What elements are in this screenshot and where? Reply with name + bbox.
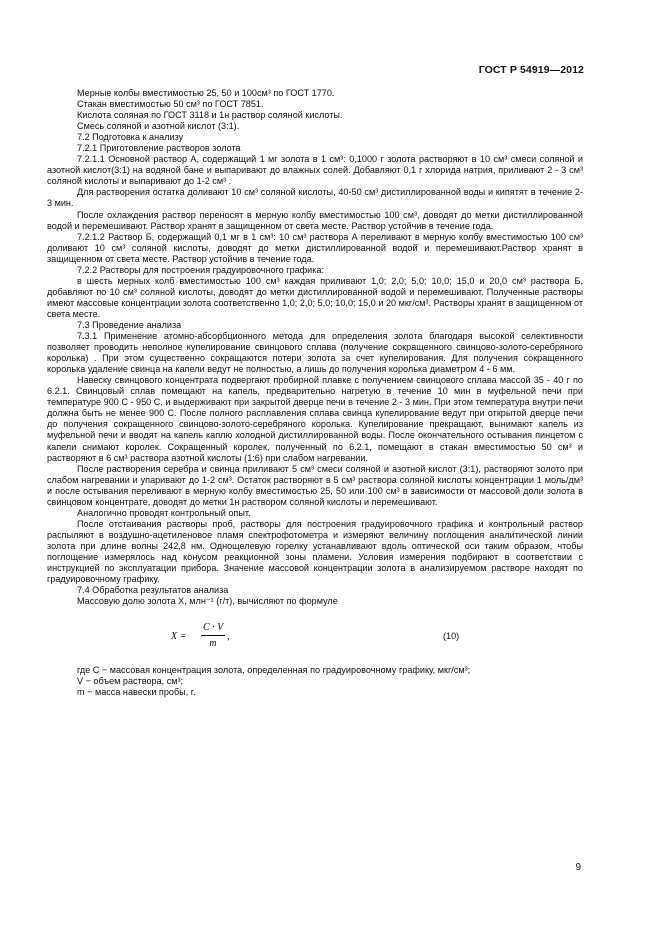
paragraph: в шесть мерных колб вместимостью 100 см³ каждая приливают 1,0; 2,0; 5,0; 10,0; 15,0 и 20,0 см³ раствора Б, добавляют по 10 см³ соляной кислоты, доводят до метки дистиллированной водой и перемешивают. Полученные растворы имеют массовые концентрации золота соответственно 1,0; 2,0; 5,0; 10,0; 15,0 и 20 мкг/см³. Растворы хранят в защищенном от света месте. — [47, 275, 583, 319]
section-heading: 7.4 Обработка результатов анализа — [77, 585, 229, 596]
page-content — [47, 88, 583, 698]
section-heading: 7.2.2 Растворы для построения градуировочного графика: — [77, 264, 325, 275]
paragraph: Массовую долю золота X, млн⁻¹ (г/т), вычисляют по формуле — [77, 596, 338, 607]
formula-comma: , — [227, 631, 230, 643]
text-line: Стакан вместимостью 50 см³ по ГОСТ 7851. — [77, 99, 264, 110]
formula-block — [47, 617, 583, 663]
page-number: 9 — [575, 862, 581, 873]
fraction-bar — [201, 635, 225, 636]
section-heading: 7.2.1 Приготовление растворов золота — [77, 143, 241, 154]
paragraph: Навеску свинцового концентрата подвергают пробирной плавке с получением свинцового сплава массой 35 - 40 г по 6.2.1. Свинцовый сплав помещают на капель, предварительно нагретую в течение 10 мин в муфельной печи при температуре 900 С - 950 С, и выдерживают при закрытой дверце печи в течение 2 - 3 мин. При этом температура внутри печи должна быть не менее 900 С. После полного расплавления сплава свинца купелирование ведут при открытой дверце печи до получения сокращенного свинцово-золото-серебряного королька. Купелирование прекращают, вынимают капель из муфельной печи и вводят на капель каплю холодной дистиллированной воды. После окончательного остывания пинцетом с капели снимают королек. Сокращенный королек, полученный по 6.2.1, помещают в стакан вместимостью 50 см³ и растворяют в 6 см³ раствора азотной кислоты (1:6) при слабом нагревании. — [47, 375, 583, 463]
paragraph: 7.3.1 Применение атомно-абсорбционного метода для определения золота благодаря высокой селективности позволяет проводить неполное купелирование свинцового сплава (получение сокращенного свинцово-золото-серебряного королька) . При этом существенно сокращаются потери золота за счет купелирования. Для получения сокращенного королька удаление свинца на капели ведут не полностью, а лишь до получения королька диаметром 4 - 6 мм. — [47, 331, 583, 375]
paragraph: 7.2.1.1 Основной раствор А, содержащий 1 мг золота в 1 см³: 0,1000 г золота растворяют в 10 см³ смеси соляной и азотной кислот(3:1) на водяной бане и выпаривают до влажных солей. Добавляют 0,1 г хлорида натрия, приливают 2 - 3 см³ соляной кислоты и выпаривают до 1-2 см³ . — [47, 154, 583, 187]
paragraph: После охлаждения раствор переносят в мерную колбу вместимостью 100 см³, доводят до метки дистиллированной водой и перемешивают. Раствор хранят в защищенном от света месте. Раствор устойчив в течение года. — [47, 209, 583, 231]
paragraph: После отстаивания растворы проб, растворы для построения градуировочного графика и контрольный раствор распыляют в воздушно-ацетиленовое пламя спектрофотометра и измеряют величину поглощения аналитической линии золота при длине волны 242,8 нм. Однощелевую горелку устанавливают вдоль оптической оси таким образом, чтобы поглощение измерялось над конусом реакционной зоны пламени. Условия измерения подбирают в соответствии с инструкцией по эксплуатации прибора. Значение массовой концентрации золота в анализируемом растворе находят по градуировочному графику. — [47, 518, 583, 585]
text-line: Кислота соляная по ГОСТ 3118 и 1н раствор соляной кислоты. — [77, 110, 343, 121]
text-line: Смесь соляной и азотной кислот (3:1). — [77, 121, 240, 132]
text-line: Мерные колбы вместимостью 25, 50 и 100см³ по ГОСТ 1770. — [77, 88, 335, 98]
paragraph: 7.2.1.2 Раствор Б, содержащий 0,1 мг в 1 см³: 10 см³ раствора А переливают в мерную колбу вместимостью 100 см³ доливают 10 см³ соляной кислоты, доводят до метки дистиллированной водой и перемешивают.Раствор хранят в защищенном от света месте. Раствор устойчив в течение года. — [47, 231, 583, 264]
paragraph: Аналогично проводят контрольный опыт. — [77, 507, 251, 518]
definition-line: m − масса навески пробы, г. — [77, 687, 196, 698]
paragraph: Для растворения остатка доливают 10 см³ соляной кислоты, 40-50 см³ дистиллированной воды и кипятят в течение 2- 3 мин. — [47, 187, 583, 209]
standard-header: ГОСТ Р 54919—2012 — [478, 64, 584, 76]
section-heading: 7.3 Проведение анализа — [77, 319, 182, 330]
formula-denominator: m — [209, 638, 217, 650]
definition-line: V − объем раствора, см³; — [77, 676, 184, 687]
formula-number: (10) — [443, 631, 460, 642]
formula-numerator: C · V — [203, 622, 224, 634]
formula-lhs: X = — [171, 631, 187, 643]
paragraph: После растворения серебра и свинца приливают 5 см³ смеси соляной и азотной кислот (3:1), растворяют золото при слабом нагревании и упаривают до 1-2 см³. Остаток растворяют в 5 см³ раствора соляной кислоты концентрации 1 моль/дм³ и после остывания переливают в мерную колбу вместимостью 25, 50 или 100 см³ в зависимости от массовой доли золота в свинцовом концентрате, доводят до метки 1н раствором соляной кислоты и перемешивают. — [47, 463, 583, 507]
definition-line: где C − массовая концентрация золота, определенная по градуировочному графику, мкг/см³; — [77, 665, 471, 676]
section-heading: 7.2 Подготовка к анализу — [77, 132, 184, 143]
